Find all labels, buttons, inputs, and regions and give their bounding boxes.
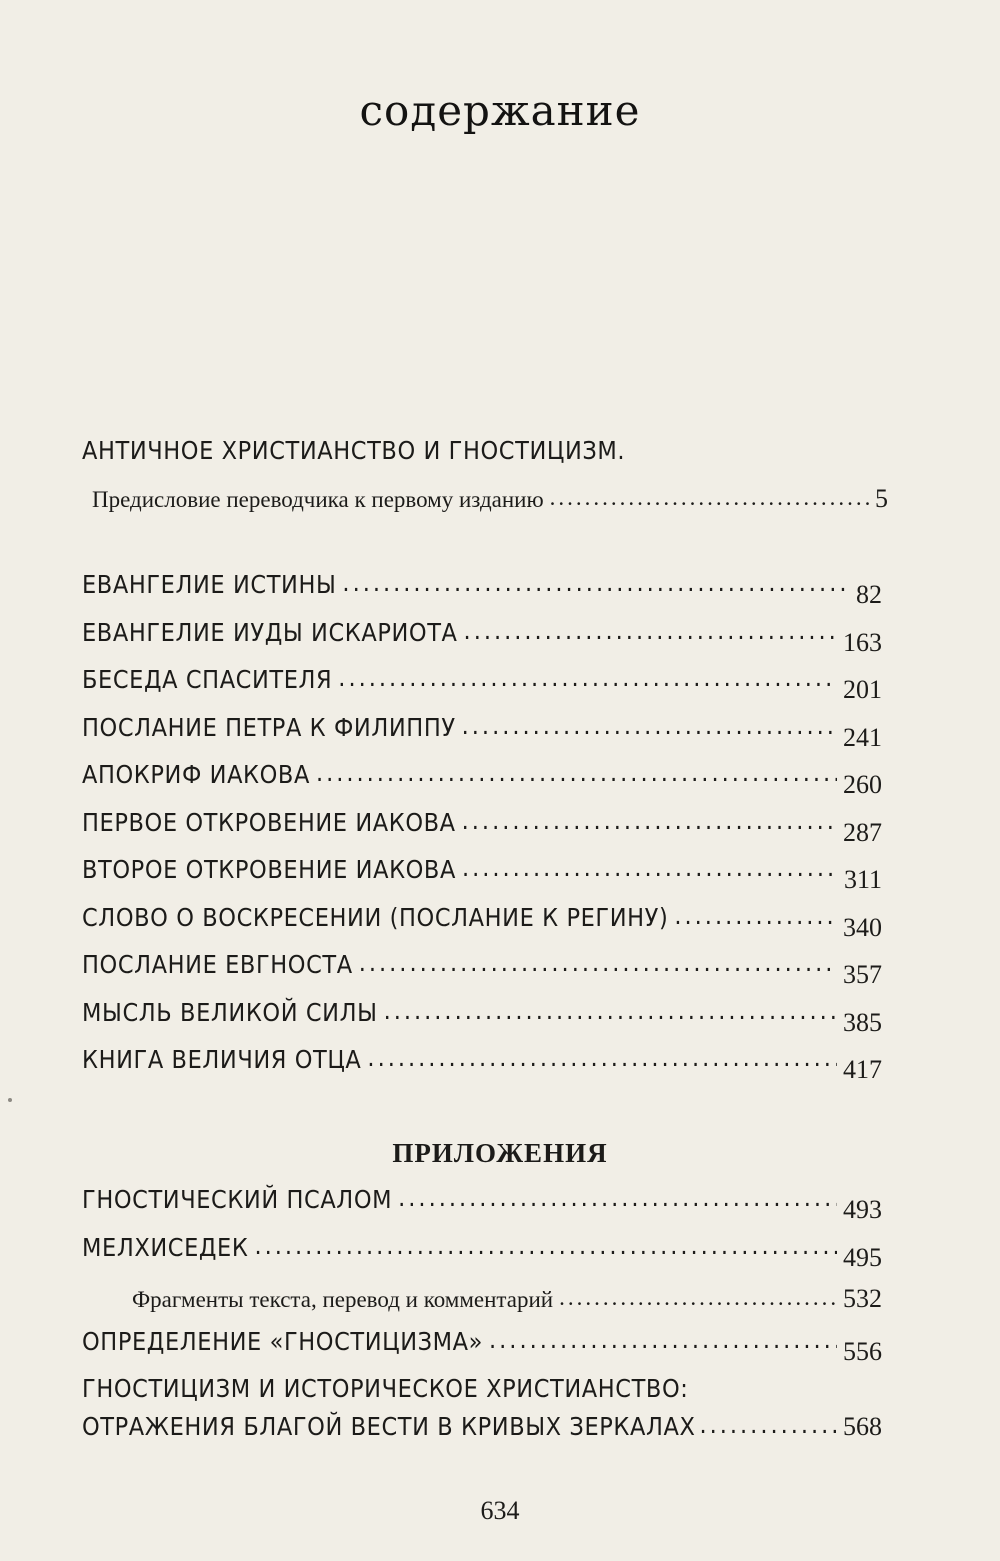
toc-entry[interactable] — [82, 1233, 882, 1272]
leader-dots — [384, 996, 837, 1025]
toc-entry-label: МЕЛХИСЕДЕК — [82, 1233, 249, 1262]
toc-entry[interactable] — [82, 570, 882, 609]
toc-entry-label: Предисловие переводчика к первому изданию — [92, 487, 544, 512]
leader-dots — [254, 1231, 837, 1260]
toc-entry-page: 357 — [843, 960, 882, 989]
appendix-heading: ПРИЛОЖЕНИЯ — [392, 1138, 608, 1168]
toc-entry-label: МЫСЛЬ ВЕЛИКОЙ СИЛЫ — [82, 998, 378, 1027]
toc-entry[interactable] — [82, 713, 882, 752]
toc-entry-label-line1[interactable]: ГНОСТИЦИЗМ И ИСТОРИЧЕСКОЕ ХРИСТИАНСТВО: — [82, 1374, 689, 1403]
toc-entry-label: ОТРАЖЕНИЯ БЛАГОЙ ВЕСТИ В КРИВЫХ ЗЕРКАЛАХ — [82, 1412, 696, 1441]
leader-dots — [559, 1285, 837, 1311]
intro-heading: АНТИЧНОЕ ХРИСТИАНСТВО И ГНОСТИЦИЗМ. — [82, 436, 626, 465]
leader-dots — [699, 1410, 837, 1439]
show-through-text — [90, 100, 910, 468]
toc-entry-label: КНИГА ВЕЛИЧИЯ ОТЦА — [82, 1045, 362, 1074]
toc-entry-label: ПОСЛАНИЕ ЕВГНОСТА — [82, 950, 353, 979]
leader-dots — [674, 901, 837, 930]
leader-dots — [462, 806, 837, 835]
toc-subentry[interactable] — [132, 1284, 882, 1314]
toc-entry-label: БЕСЕДА СПАСИТЕЛЯ — [82, 665, 333, 694]
toc-entry-preface[interactable] — [92, 484, 888, 514]
toc-entry-page: 493 — [843, 1195, 882, 1224]
toc-entry-page: 568 — [843, 1412, 882, 1441]
toc-entry-page: 311 — [843, 865, 882, 894]
leader-dots — [342, 568, 850, 597]
toc-entry-label: ОПРЕДЕЛЕНИЕ «ГНОСТИЦИЗМА» — [82, 1327, 484, 1356]
toc-entry-page: 5 — [875, 484, 888, 513]
toc-entry-label: Фрагменты текста, перевод и комментарий — [132, 1287, 554, 1312]
leader-dots — [316, 758, 837, 787]
page-title: содержание — [359, 86, 641, 135]
leader-dots — [464, 616, 837, 645]
toc-entry-page: 201 — [843, 675, 882, 704]
leader-dots — [367, 1043, 837, 1072]
leader-dots — [338, 663, 837, 692]
leader-dots — [489, 1325, 837, 1354]
page-number: 634 — [480, 1496, 520, 1525]
toc-entry[interactable] — [82, 760, 882, 799]
paper-speck — [8, 1098, 12, 1102]
toc-entry-label: СЛОВО О ВОСКРЕСЕНИИ (ПОСЛАНИЕ К РЕГИНУ) — [82, 903, 669, 932]
toc-entry-page: 241 — [843, 723, 882, 752]
toc-entry-page: 287 — [843, 818, 882, 847]
leader-dots — [398, 1183, 837, 1212]
toc-entry[interactable] — [82, 1412, 882, 1442]
toc-entry-label: ПОСЛАНИЕ ПЕТРА К ФИЛИППУ — [82, 713, 456, 742]
toc-entry-label: ВТОРОЕ ОТКРОВЕНИЕ ИАКОВА — [82, 855, 456, 884]
toc-entry[interactable] — [82, 950, 882, 989]
toc-entry[interactable] — [82, 903, 882, 942]
leader-dots — [462, 711, 837, 740]
toc-entry[interactable] — [82, 665, 882, 704]
toc-entry-label: ГНОСТИЧЕСКИЙ ПСАЛОМ — [82, 1185, 393, 1214]
toc-entry-page: 340 — [843, 913, 882, 942]
toc-entry-page: 417 — [843, 1055, 882, 1084]
toc-entry-page: 556 — [843, 1337, 882, 1366]
toc-entry-page: 260 — [843, 770, 882, 799]
leader-dots — [550, 485, 869, 511]
toc-entry[interactable] — [82, 855, 882, 894]
leader-dots — [359, 948, 837, 977]
toc-entry-page: 82 — [856, 580, 882, 609]
toc-entry-label: ПЕРВОЕ ОТКРОВЕНИЕ ИАКОВА — [82, 808, 456, 837]
toc-entry[interactable] — [82, 1045, 882, 1084]
toc-entry-label: АПОКРИФ ИАКОВА — [82, 760, 310, 789]
toc-entry-page: 532 — [843, 1284, 882, 1313]
toc-entry[interactable] — [82, 998, 882, 1037]
toc-entry[interactable] — [82, 618, 882, 657]
toc-entry-page: 385 — [843, 1008, 882, 1037]
toc-entry-page: 495 — [843, 1243, 882, 1272]
toc-entry-label: ЕВАНГЕЛИЕ ИСТИНЫ — [82, 570, 337, 599]
toc-entry[interactable] — [82, 1327, 882, 1366]
toc-entry-page: 163 — [843, 628, 882, 657]
toc-entry[interactable] — [82, 1185, 882, 1224]
leader-dots — [462, 853, 838, 882]
toc-entry-label: ЕВАНГЕЛИЕ ИУДЫ ИСКАРИОТА — [82, 618, 458, 647]
toc-entry[interactable] — [82, 808, 882, 847]
